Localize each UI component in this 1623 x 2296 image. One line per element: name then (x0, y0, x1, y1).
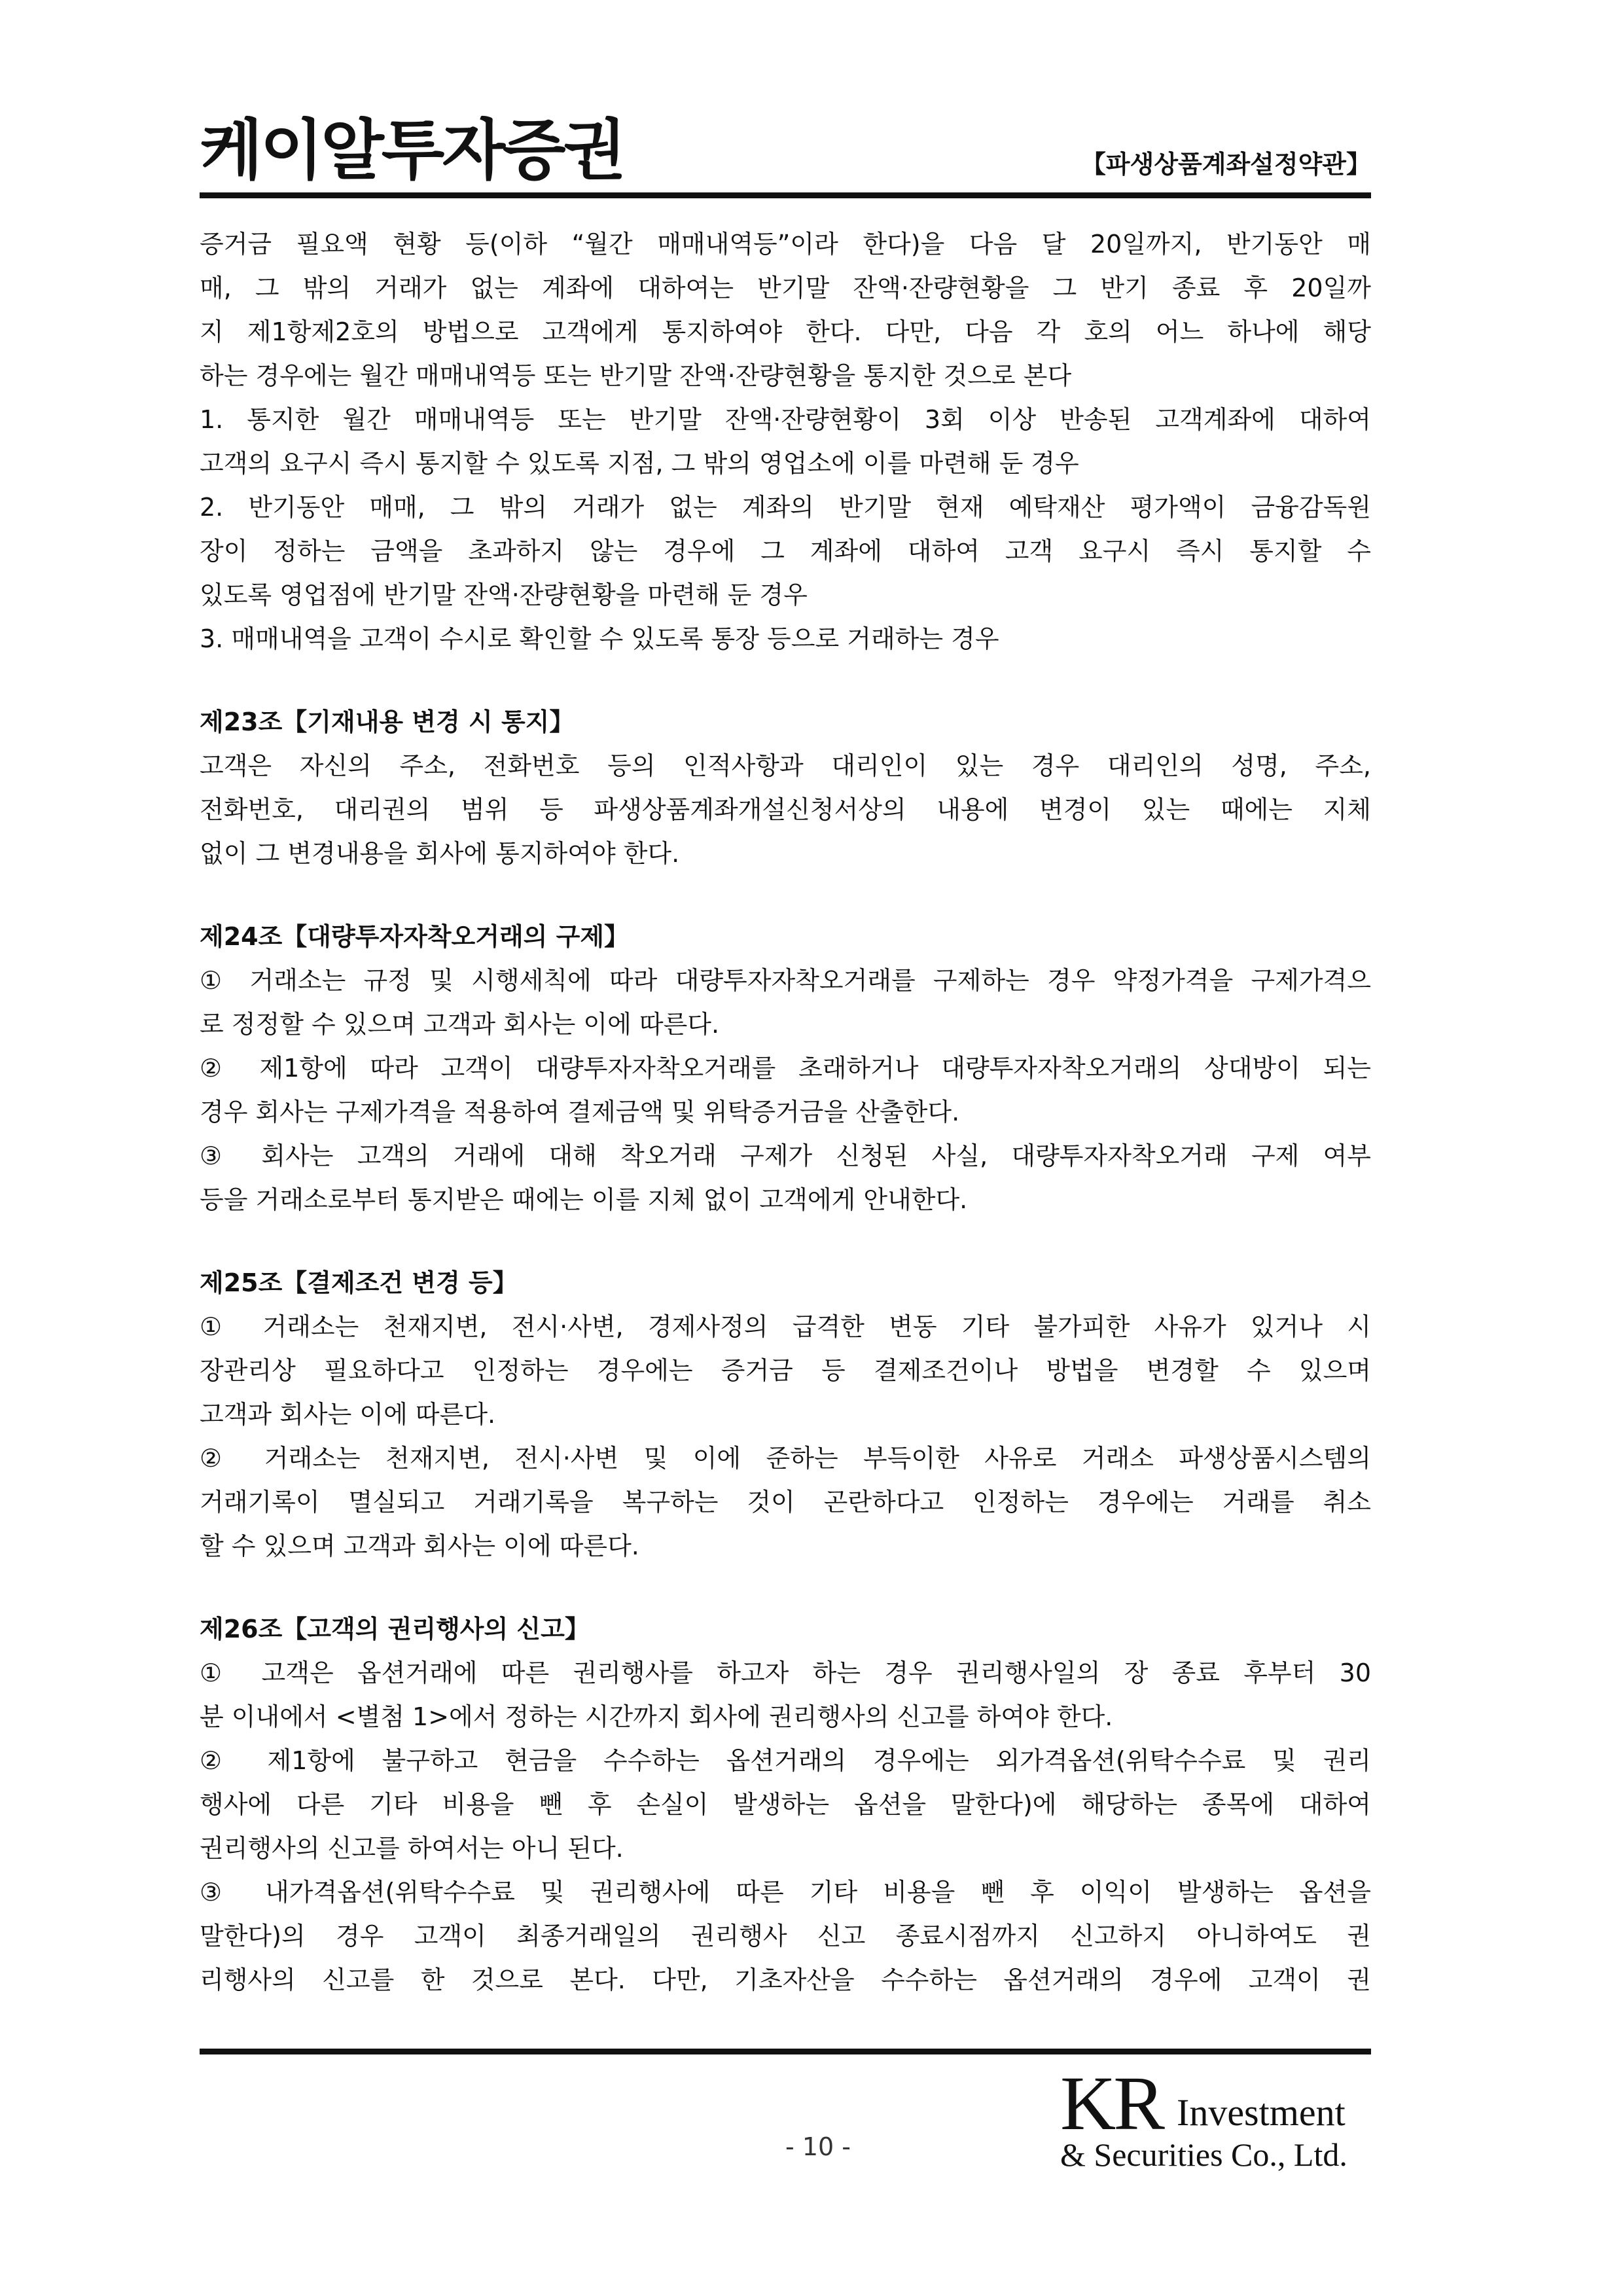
logo-kr-mark: KR (1060, 2060, 1162, 2146)
company-logo (1060, 2060, 1374, 2183)
paragraph-line: 거래기록이 멸실되고 거래기록을 복구하는 것이 곤란하다고 인정하는 경우에는 거래를 취소 (200, 1488, 1371, 1516)
paragraph-line: 장이 정하는 금액을 초과하지 않는 경우에 그 계좌에 대하여 고객 요구시 즉시 통지할 수 (200, 537, 1371, 565)
logo-investment-text: Investment (1177, 2091, 1346, 2134)
page-number: - 10 - (785, 2132, 851, 2161)
paragraph-line: ① 거래소는 천재지변, 전시·사변, 경제사정의 급격한 변동 기타 불가피한 사유가 있거나 시 (200, 1312, 1371, 1341)
paragraph-line: 장관리상 필요하다고 인정하는 경우에는 증거금 등 결제조건이나 방법을 변경할 수 있으며 (200, 1356, 1371, 1385)
document-label: 【파생상품계좌설정약관】 (1080, 150, 1371, 179)
paragraph-line: 매, 그 밖의 거래가 없는 계좌에 대하여는 반기말 잔액·잔량현황을 그 반기 종료 후 20일까 (200, 274, 1371, 302)
paragraph-line: 1. 통지한 월간 매매내역등 또는 반기말 잔액·잔량현황이 3회 이상 반송된 고객계좌에 대하여 (200, 405, 1371, 434)
paragraph-line: 말한다)의 경우 고객이 최종거래일의 권리행사 신고 종료시점까지 신고하지 아니하여도 권 (200, 1922, 1371, 1950)
paragraph-line: 고객의 요구시 즉시 통지할 수 있도록 지점, 그 밖의 영업소에 이를 마련해 둔 경우 (200, 449, 1079, 478)
article-24 (200, 915, 1371, 1222)
paragraph-line: ② 제1항에 불구하고 현금을 수수하는 옵션거래의 경우에는 외가격옵션(위탁수수료 및 권리 (200, 1746, 1371, 1775)
paragraph-line: 지 제1항제2호의 방법으로 고객에게 통지하여야 한다. 다만, 다음 각 호의 어느 하나에 해당 (200, 317, 1371, 346)
page-content (200, 223, 1371, 2002)
paragraph-line: 고객은 자신의 주소, 전화번호 등의 인적사항과 대리인이 있는 경우 대리인의 성명, 주소, (200, 751, 1371, 780)
paragraph-line: 권리행사의 신고를 하여서는 아니 된다. (200, 1834, 624, 1863)
paragraph-line: ① 고객은 옵션거래에 따른 권리행사를 하고자 하는 경우 권리행사일의 장 종료 후부터 30 (200, 1659, 1371, 1687)
section-gap (200, 1568, 1371, 1607)
article-25 (200, 1261, 1371, 1568)
paragraph-line: ② 거래소는 천재지변, 전시·사변 및 이에 준하는 부득이한 사유로 거래소 파생상품시스템의 (200, 1444, 1371, 1473)
paragraph-line: 증거금 필요액 현황 등(이하 “월간 매매내역등”이라 한다)을 다음 달 20일까지, 반기동안 매 (200, 230, 1371, 259)
article-heading: 제26조【고객의 권리행사의 신고】 (200, 1615, 590, 1643)
paragraph-line: 리행사의 신고를 한 것으로 본다. 다만, 기초자산을 수수하는 옵션거래의 경우에 고객이 권 (200, 1965, 1371, 1994)
paragraph-line: 등을 거래소로부터 통지받은 때에는 이를 지체 없이 고객에게 안내한다. (200, 1185, 968, 1214)
footer-rule (200, 2049, 1371, 2054)
article-heading: 제25조【결제조건 변경 등】 (200, 1268, 518, 1297)
paragraph-line: ② 제1항에 따라 고객이 대량투자자착오거래를 초래하거나 대량투자자착오거래의 상대방이 되는 (200, 1054, 1371, 1083)
paragraph-line: 전화번호, 대리권의 범위 등 파생상품계좌개설신청서상의 내용에 변경이 있는 때에는 지체 (200, 795, 1371, 824)
intro-section (200, 223, 1371, 661)
paragraph-line: 있도록 영업점에 반기말 잔액·잔량현황을 마련해 둔 경우 (200, 581, 808, 609)
section-gap (200, 876, 1371, 915)
article-heading: 제24조【대량투자자착오거래의 구제】 (200, 922, 630, 951)
paragraph-line: ③ 내가격옵션(위탁수수료 및 권리행사에 따른 기타 비용을 뺀 후 이익이 발생하는 옵션을 (200, 1878, 1371, 1907)
paragraph-line: 하는 경우에는 월간 매매내역등 또는 반기말 잔액·잔량현황을 통지한 것으로 본다 (200, 361, 1072, 390)
page-header (200, 111, 1371, 196)
paragraph-line: 경우 회사는 구제가격을 적용하여 결제금액 및 위탁증거금을 산출한다. (200, 1098, 960, 1126)
section-gap (200, 661, 1371, 700)
section-gap (200, 1222, 1371, 1261)
paragraph-line: 로 정정할 수 있으며 고객과 회사는 이에 따른다. (200, 1010, 720, 1039)
paragraph-line: ① 거래소는 규정 및 시행세칙에 따라 대량투자자착오거래를 구제하는 경우 약정가격을 구제가격으 (200, 966, 1371, 995)
company-brand: 케이알투자증권 (200, 112, 624, 188)
article-26 (200, 1607, 1371, 2002)
paragraph-line: 행사에 다른 기타 비용을 뺀 후 손실이 발생하는 옵션을 말한다)에 해당하는 종목에 대하여 (200, 1790, 1371, 1819)
paragraph-line: 분 이내에서 <별첨 1>에서 정하는 시간까지 회사에 권리행사의 신고를 하여야 한다. (200, 1702, 1113, 1731)
paragraph-line: 할 수 있으며 고객과 회사는 이에 따른다. (200, 1532, 639, 1560)
paragraph-line: 2. 반기동안 매매, 그 밖의 거래가 없는 계좌의 반기말 현재 예탁재산 평가액이 금융감독원 (200, 493, 1371, 522)
paragraph-line: ③ 회사는 고객의 거래에 대해 착오거래 구제가 신청된 사실, 대량투자자착오거래 구제 여부 (200, 1141, 1371, 1170)
article-23 (200, 700, 1371, 876)
article-heading: 제23조【기재내용 변경 시 통지】 (200, 708, 575, 736)
paragraph-line: 고객과 회사는 이에 따른다. (200, 1400, 496, 1429)
paragraph-line: 3. 매매내역을 고객이 수시로 확인할 수 있도록 통장 등으로 거래하는 경우 (200, 624, 999, 653)
header-rule (200, 192, 1371, 198)
paragraph-line: 없이 그 변경내용을 회사에 통지하여야 한다. (200, 839, 680, 868)
logo-securities-text: & Securities Co., Ltd. (1060, 2136, 1347, 2173)
